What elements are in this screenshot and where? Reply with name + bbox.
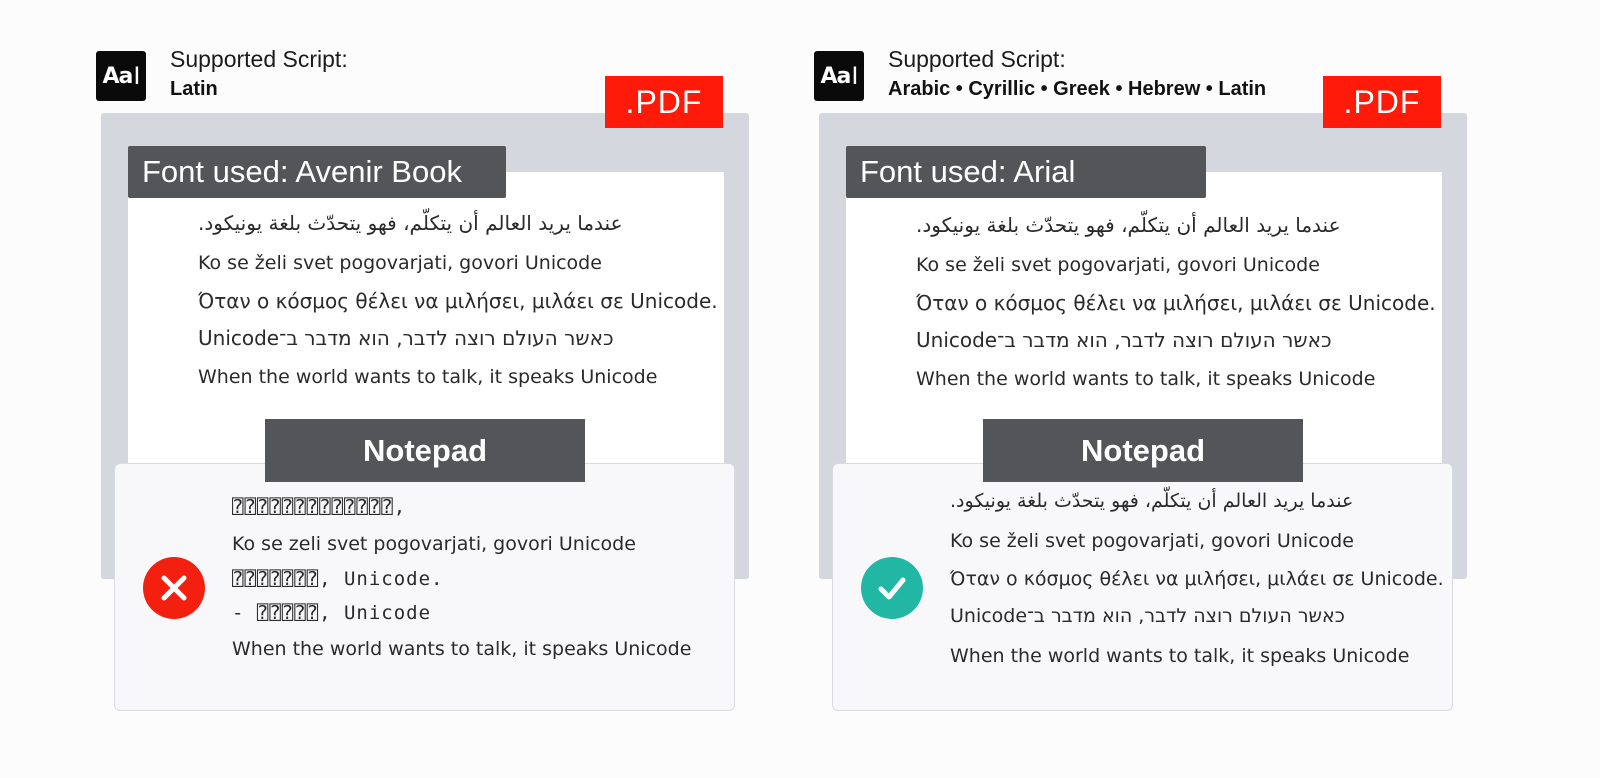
supported-script-list: Arabic • Cyrillic • Greek • Hebrew • Latin (888, 78, 1267, 100)
notepad-line-hebrew-broken: - ⍰⍰⍰⍰⍰, Unicode (232, 602, 432, 624)
font-icon: Aa I (814, 51, 864, 101)
comparison-panel-right (718, 0, 1498, 778)
notepad-line-greek-broken: ⍰⍰⍰⍰⍰⍰⍰, Unicode. (232, 568, 444, 590)
notepad-line-greek: Όταν ο κόσμος θέλει να μιλήσει, μιλάει σε Unicode. (950, 568, 1444, 590)
notepad-line-arabic-broken: ⍰⍰⍰⍰⍰⍰⍰⍰⍰⍰⍰⍰⍰, (232, 496, 407, 518)
pdf-line-english: When the world wants to talk, it speaks Unicode (916, 368, 1376, 390)
notepad-tag: Notepad (265, 419, 585, 482)
pdf-line-arabic: عندما يريد العالم أن يتكلّم، فهو يتحدّث بلغة يونيكود. (198, 211, 623, 235)
pdf-line-greek: Όταν ο κόσμος θέλει να μιλήσει, μιλάει σε Unicode. (916, 291, 1436, 315)
notepad-line-slovenian: Ko se želi svet pogovarjati, govori Unicode (950, 530, 1354, 552)
comparison-panel-left (0, 0, 780, 778)
supported-script-list: Latin (170, 78, 218, 100)
notepad-tag: Notepad (983, 419, 1303, 482)
notepad-line-slovenian: Ko se zeli svet pogovarjati, govori Unicode (232, 533, 636, 555)
success-check-icon (861, 557, 923, 619)
error-x-icon (143, 557, 205, 619)
pdf-line-english: When the world wants to talk, it speaks Unicode (198, 366, 658, 388)
supported-script-label: Supported Script: (888, 46, 1066, 72)
pdf-line-slovenian: Ko se želi svet pogovarjati, govori Unicode (916, 254, 1320, 276)
pdf-line-slovenian: Ko se želi svet pogovarjati, govori Unicode (198, 252, 602, 274)
font-used-tag: Font used: Avenir Book (128, 146, 506, 198)
supported-script-label: Supported Script: (170, 46, 348, 72)
notepad-line-english: When the world wants to talk, it speaks Unicode (950, 645, 1410, 667)
font-icon: Aa I (96, 51, 146, 101)
pdf-line-arabic: عندما يريد العالم أن يتكلّم، فهو يتحدّث بلغة يونيكود. (916, 213, 1341, 237)
notepad-line-hebrew: כאשר העולם רוצה לדבר, הוא מדבר ב־Unicode (950, 605, 1345, 627)
notepad-line-arabic: عندما يريد العالم أن يتكلّم، فهو يتحدّث بلغة يونيكود. (950, 490, 1354, 512)
font-used-tag: Font used: Arial (846, 146, 1206, 198)
pdf-line-greek: Όταν ο κόσμος θέλει να μιλήσει, μιλάει σε Unicode. (198, 289, 718, 313)
pdf-badge: .PDF (605, 76, 723, 128)
pdf-line-hebrew: כאשר העולם רוצה לדבר, הוא מדבר ב־Unicode (198, 326, 614, 350)
notepad-line-english: When the world wants to talk, it speaks Unicode (232, 638, 692, 660)
pdf-line-hebrew: כאשר העולם רוצה לדבר, הוא מדבר ב־Unicode (916, 328, 1332, 352)
pdf-badge: .PDF (1323, 76, 1441, 128)
